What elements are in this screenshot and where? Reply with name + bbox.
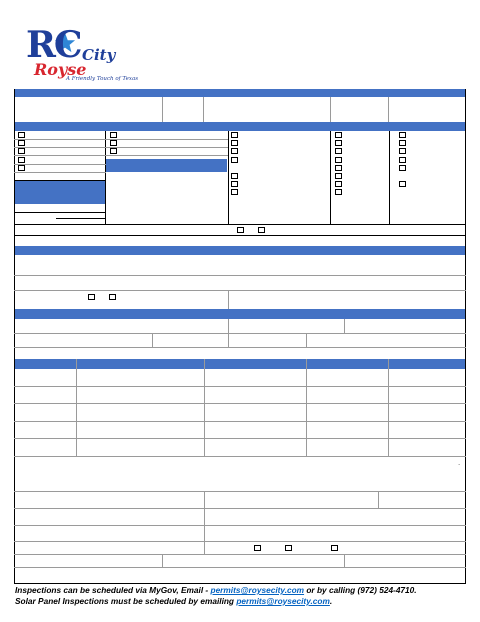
logo-letters: RC — [26, 24, 81, 66]
checkbox[interactable] — [399, 181, 406, 187]
checkbox[interactable] — [399, 165, 406, 171]
checkbox[interactable] — [110, 140, 117, 146]
checkbox[interactable] — [231, 148, 238, 154]
checkbox[interactable] — [110, 132, 117, 138]
logo-city-word: City — [82, 46, 116, 64]
solar-inspection-note: Solar Panel Inspections must be scheduled by emailing permits@roysecity.com. — [15, 596, 333, 606]
permits-email-link[interactable]: permits@roysecity.com — [210, 585, 305, 595]
checkbox[interactable] — [335, 189, 342, 195]
field-row-1[interactable] — [15, 98, 465, 121]
checkbox[interactable] — [18, 148, 25, 154]
checkbox[interactable] — [335, 165, 342, 171]
checkbox[interactable] — [331, 545, 338, 551]
section-header-1 — [14, 89, 466, 97]
checkbox-no[interactable] — [258, 227, 265, 233]
highlighted-strip — [106, 159, 227, 172]
checkbox-yes[interactable] — [88, 294, 95, 300]
checkbox-no[interactable] — [109, 294, 116, 300]
solar-email-link[interactable]: permits@roysecity.com — [236, 596, 330, 606]
checkbox[interactable] — [285, 545, 292, 551]
checkbox[interactable] — [231, 157, 238, 163]
checkbox[interactable] — [335, 140, 342, 146]
checkbox[interactable] — [335, 157, 342, 163]
checkbox[interactable] — [231, 189, 238, 195]
checkbox[interactable] — [110, 148, 117, 154]
inspection-note: Inspections can be scheduled via MyGov, Email - permits@roysecity.com or by calling (972) 524-4710. — [15, 585, 417, 595]
checkbox[interactable] — [335, 181, 342, 187]
period-mark: . — [458, 458, 461, 467]
checkbox[interactable] — [231, 181, 238, 187]
checkbox[interactable] — [399, 140, 406, 146]
checkbox[interactable] — [18, 165, 25, 171]
checkbox[interactable] — [231, 140, 238, 146]
checkbox[interactable] — [335, 148, 342, 154]
checkbox[interactable] — [335, 132, 342, 138]
checkbox[interactable] — [335, 173, 342, 179]
checkbox[interactable] — [231, 173, 238, 179]
logo-royse-word: Royse — [34, 60, 87, 79]
checkbox-yes[interactable] — [237, 227, 244, 233]
checkbox[interactable] — [18, 157, 25, 163]
logo-tagline: A Friendly Touch of Texas — [66, 76, 139, 82]
section-header-5 — [14, 359, 466, 369]
highlighted-field-box — [14, 180, 105, 204]
checkbox[interactable] — [399, 132, 406, 138]
checkbox[interactable] — [18, 140, 25, 146]
checkbox[interactable] — [231, 132, 238, 138]
section-header-4 — [14, 309, 466, 319]
section-header-3 — [14, 246, 466, 255]
checkbox[interactable] — [254, 545, 261, 551]
city-logo — [24, 24, 139, 86]
checkbox[interactable] — [399, 157, 406, 163]
section-header-2 — [14, 122, 466, 131]
checkbox[interactable] — [18, 132, 25, 138]
checkbox[interactable] — [399, 148, 406, 154]
